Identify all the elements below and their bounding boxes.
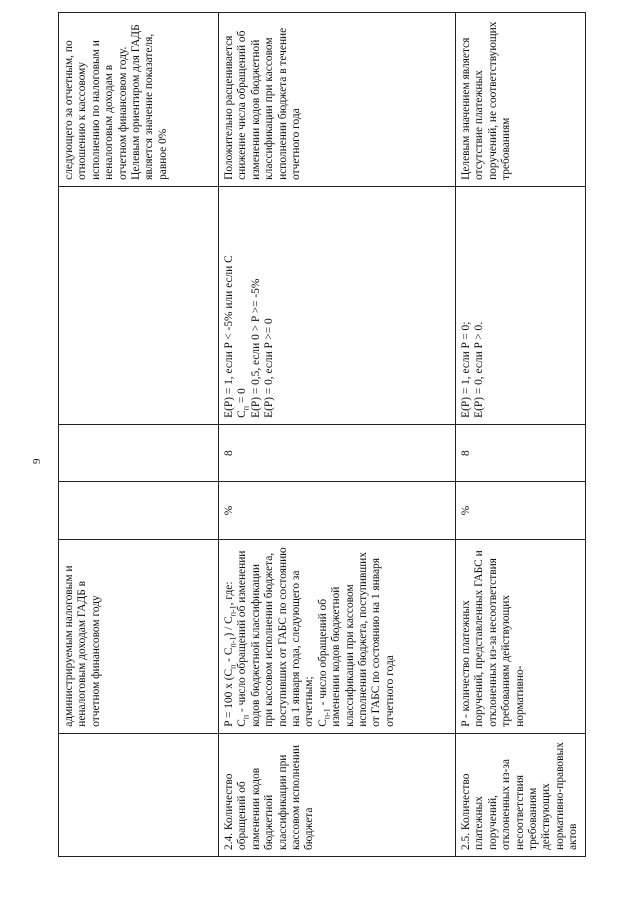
indicator-name-cell: 2.5. Количество платежных поручений, отклоненных из-за несоответствия требованиям действующих нормативно-правовых актов bbox=[456, 733, 586, 856]
unit-cell: % bbox=[456, 482, 586, 539]
formula-cell: P - количество платежных поручений, представленных ГАБС и отклоненных из-за несоответствия требованиям действующих нормативно- bbox=[456, 539, 586, 733]
evaluation-cell bbox=[59, 186, 219, 424]
indicator-name-cell: 2.4. Количество обращений об изменении кодов бюджетной классификации при кассовом исполнении бюджета bbox=[219, 733, 456, 856]
evaluation-cell: E(P) = 1, если P = 0; E(P) = 0, если P > 0. bbox=[456, 186, 586, 424]
target-cell: Положительно расценивается снижение числа обращений об изменении кодов бюджетной классификации при кассовом исполнении бюджета в течение отчетного года bbox=[219, 13, 456, 187]
weight-cell: 8 bbox=[456, 424, 586, 481]
weight-cell bbox=[59, 424, 219, 481]
evaluation-cond: $C_п = 0$ bbox=[236, 388, 251, 418]
formula-cell: администрируемым налоговым и неналоговым доходам ГАДБ в отчетном финансовом году bbox=[59, 539, 219, 733]
table-row bbox=[456, 13, 586, 857]
target-cell: Целевым значением является отсутствие платежных поручений, не соответствующих требованиям bbox=[456, 13, 586, 187]
page-number: 9 bbox=[31, 458, 43, 464]
unit-cell: % bbox=[219, 482, 456, 539]
formula-def-2: $C_{п-1}$ - число обращений об изменении кодов бюджетной классификации при кассовом исполнении бюджета, поступивших от ГАБС по состоянию на 1 января отчетного года bbox=[316, 552, 396, 727]
formula-main: P = 100 x (C bbox=[223, 668, 235, 727]
unit-cell bbox=[59, 482, 219, 539]
target-cell: следующего за отчетным, по отношению к кассовому исполнению по налоговым и неналоговым доходам в отчетном финансовом году. Целевым ориентиром для ГАДБ является значение показателя, равное 0% bbox=[59, 13, 219, 187]
indicators-table bbox=[58, 12, 586, 857]
formula-cell: P = 100 x $(C_п - C_{п-1}) / C_{п-1}$, где: $C_п$ - число обращений об изменении кодов бюджетной классификации при кассовом исполнении бюджета, поступивших от ГАБС по состоянию на 1 января года, следующего за отчетным; $C_{п-1}$ - число обращений об изменении кодов бюджетной классификации при кассовом исполнении бюджета, поступивших от ГАБС по состоянию на 1 января отчетного года bbox=[219, 539, 456, 733]
table-row bbox=[219, 13, 456, 857]
indicator-name-cell bbox=[59, 733, 219, 856]
formula-def-1: $C_п$ - число обращений об изменении кодов бюджетной классификации при кассовом исполнении бюджета, поступивших от ГАБС по состоянию на 1 января года, следующего за отчетным; bbox=[236, 547, 316, 727]
table-row bbox=[59, 13, 219, 857]
evaluation-cell: E(P) = 1, если P < -5% или если C $C_п = 0$ E(P) = 0,5, если 0 > P >= -5% E(P) = 0, если P >= 0 bbox=[219, 186, 456, 424]
weight-cell: 8 bbox=[219, 424, 456, 481]
